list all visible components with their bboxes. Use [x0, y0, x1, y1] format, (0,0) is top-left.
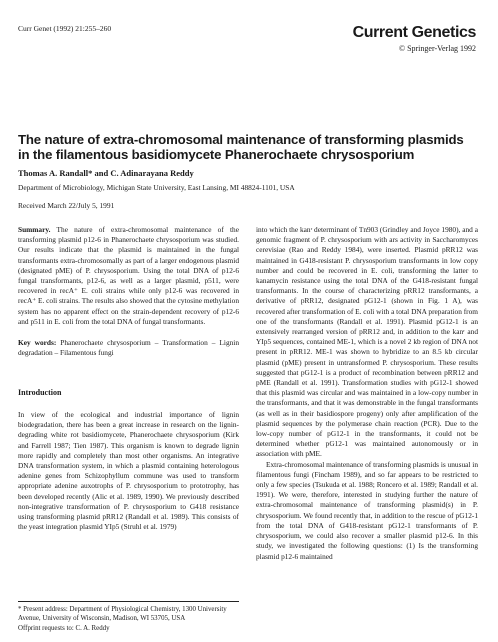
abstract-text: The nature of extra-chromosomal maintenance of the transforming plasmid p12-6 in Phanerochaete chrysosporium was studied. Our results indicate that the plasmid is maintained in the fungal transformants extra-chromosomally as part of a larger endogenous plasmid (designated pME) of P. chrysosporium. Using the total DNA of p12-6 fungal transformants, p12-6, as well as a larger plasmid, p511, were recovered in recA⁺ E. coli strains while only p12-6 was recovered in recA⁺ E. coli strains. The results also showed that the cytosine methylation system has no apparent effect on the strain-dependent recovery of p12-6 and p511 in E. coli from the total DNA of fungal transformants. [18, 225, 239, 326]
keywords-label: Key words: [18, 338, 57, 347]
offprint-note: Offprint requests to: C. A. Reddy [18, 624, 110, 632]
abstract-label: Summary. [18, 225, 51, 234]
present-address-note: * Present address: Department of Physiological Chemistry, 1300 University Avenue, University of Wisconsin, Madison, WI 53705, USA [18, 606, 227, 623]
right-column [256, 225, 478, 562]
introduction-heading: Introduction [18, 388, 62, 397]
author-affiliation: Department of Microbiology, Michigan State University, East Lansing, MI 48824-1101, USA [18, 183, 295, 192]
article-authors: Thomas A. Randall* and C. Adinarayana Reddy [18, 168, 194, 178]
publisher-copyright: © Springer-Verlag 1992 [398, 44, 476, 53]
footnote [18, 601, 239, 633]
abstract [18, 225, 239, 327]
keywords [18, 338, 239, 358]
right-column-paragraph-1: into which the kanʳ determinant of Tn903 (Grindley and Joyce 1980), and a genomic fragment of P. chrysosporium with ars activity in Saccharomyces cerevisiae (Rao and Reddy 1984), were inserted. Plasmid pRR12 was maintained in G418-resistant P. chrysosporium transformants in low copy number and could be recovered in E. coli, transforming the latter to kanamycin resistance using the total DNA of the G418-resistant fungal transformants. In the course of characterizing pRR12 transformants, a derivative of pRR12, designated pG12-1 (shown in Fig. 1 A), was recovered after transformation of E. coli with a total DNA preparation from one of the transformants (Randall et al. 1991). Plasmid pG12-1 is an extensively rearranged version of pRR12 and, in addition to the kanʳ and YIp5 sequences, contained ME-1, which is a novel 2 kb region of DNA not present in pRR12. ME-1 was shown to hybridize to an 8.5 kb circular plasmid (pME) present in untransformed P. chrysosporium. These results suggested that pG12-1 is a product of recombination between pRR12 and pME (Randall et al. 1991). Transformation studies with pG12-1 showed that this plasmid was circular and was maintained in a low-copy number in the transformants, and that it was demonstrable in the fungal transformants (as well as in their basidiospore progeny) only after amplification of the plasmid sequences by the polymerase chain reaction (PCR). Due to the low-copy number of pG12-1 in the transformants, it could not be determined whether pG12-1 was maintained autonomously or in association with pME. [256, 225, 478, 459]
article-title: The nature of extra-chromosomal maintenance of transforming plasmids in the filamentous basidiomycete Phanerochaete chrysosporium [18, 132, 464, 162]
journal-name: Current Genetics [352, 24, 476, 41]
journal-citation: Curr Genet (1992) 21:255–260 [18, 24, 112, 33]
keywords-text: Phanerochaete chrysosporium – Transformation – Lignin degradation – Filamentous fungi [18, 338, 240, 358]
received-date: Received March 22/July 5, 1991 [18, 201, 115, 210]
right-column-paragraph-2: Extra-chromosomal maintenance of transforming plasmids is unusual in filamentous fungi (Fincham 1989), and so far appears to be restricted to only a few species (Tsukuda et al. 1988; Roncero et al. 1989; Randall et al. 1991). We were, therefore, interested in studying further the nature of extra-chromosomal maintenance of transforming plasmid(s) in P. chrysosporium. We found recently that, in addition to the rescue of pG12-1 from the total DNA of G418-resistant pG12-1 transformants of P. chrysosporium, we could also recover a smaller plasmid p12-6. In this study, we investigated the following questions: (1) Is the transforming plasmid p12-6 maintained [256, 459, 478, 561]
introduction-paragraph: In view of the ecological and industrial importance of lignin biodegradation, there has been a great increase in research on the lignin-degrading white rot basidiomycete, Phanerochaete chrysosporium (Kirk and Farrell 1987; Tien 1987). This organism is known to degrade lignin more rapidly and completely than most other organisms. An integrative DNA transformation system, in which a plasmid containing heterologous adenine genes from Schizophyllum commune was used to transform appropriate adenine auxotrophs of P. chrysosporium to prototrophy, has been developed recently (Alic et al. 1989, 1990). We previously described non-integrative transformation of P. chrysosporium to G418 resistance using transforming plasmid pRR12 (Randall et al. 1989). This consists of the yeast integration plasmid YIp5 (Struhl et al. 1979) [18, 410, 239, 532]
introduction-text [18, 410, 239, 532]
